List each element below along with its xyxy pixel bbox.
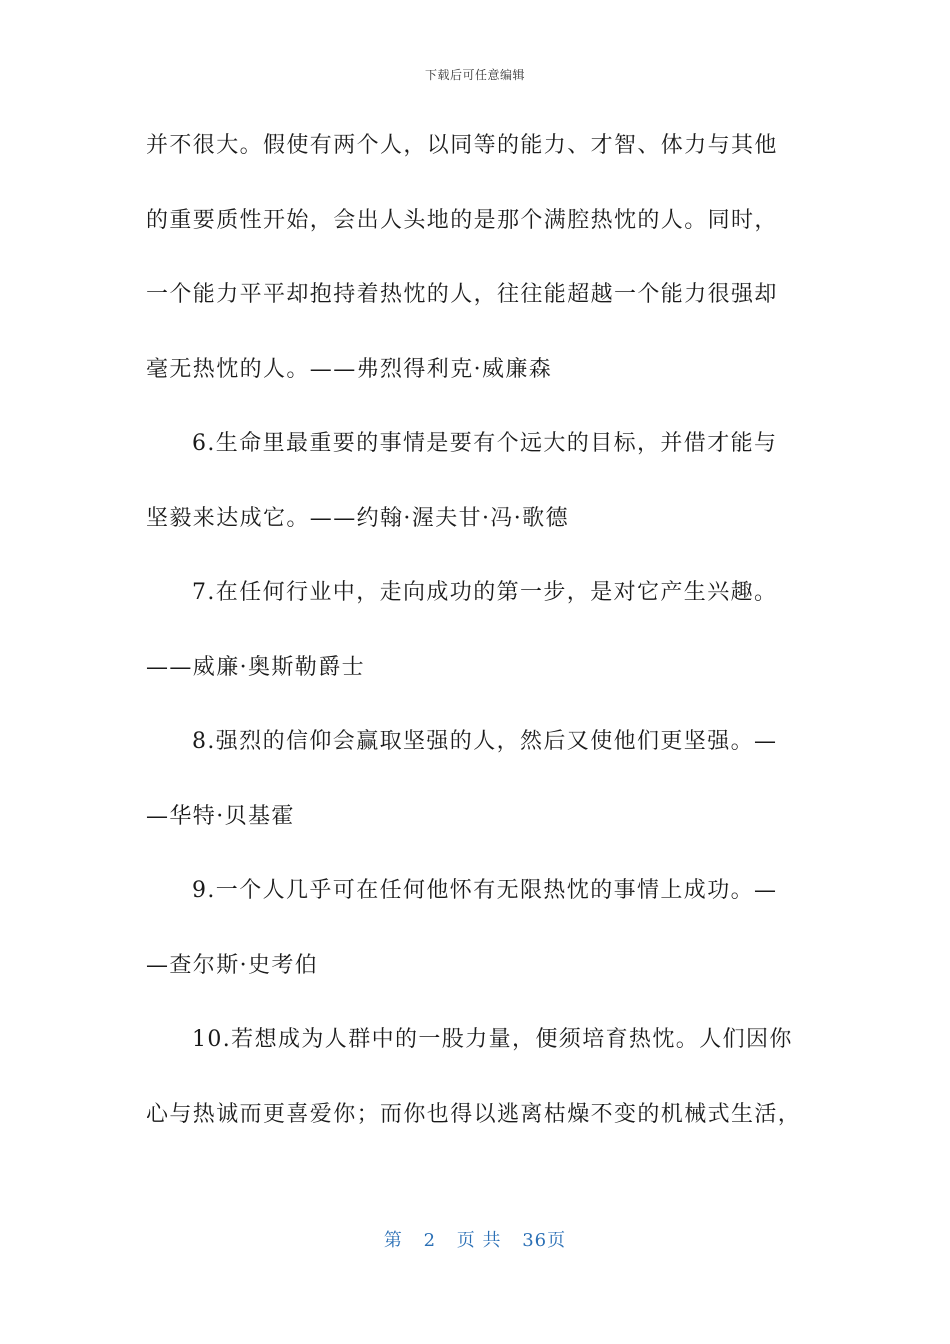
text-line: —查尔斯·史考伯 [146,952,319,978]
text-line: 的重要质性开始，会出人头地的是那个满腔热忱的人。同时， [146,207,778,233]
document-body [146,118,806,1161]
quote-item-8: 8.强烈的信仰会赢取坚强的人，然后又使他们更坚强。— [192,729,778,754]
quote-item-6: 6.生命里最重要的事情是要有个远大的目标，并借才能与 [192,431,778,456]
text-line: 一个能力平平却抱持着热忱的人，往往能超越一个能力很强却 [146,282,778,307]
page-header: 下载后可任意编辑 [424,68,525,82]
text-line: ——威廉·奥斯勒爵士 [146,654,365,680]
text-line: —华特·贝基霍 [146,803,295,829]
text-line: 毫无热忱的人。——弗烈得利克·威廉森 [146,356,553,382]
quote-item-9: 9.一个人几乎可在任何他怀有无限热忱的事情上成功。— [192,878,778,903]
total-page-count: 36 [522,1230,548,1251]
text-line: 心与热诚而更喜爱你；而你也得以逃离枯燥不变的机械式生活， [146,1101,802,1127]
quote-item-7: 7.在任何行业中，走向成功的第一步，是对它产生兴趣。 [192,580,778,605]
page-footer [0,1226,950,1252]
footer-prefix: 第 [383,1230,403,1251]
text-line: 坚毅来达成它。——约翰·渥夫甘·冯·歌德 [146,505,569,531]
footer-middle: 页 共 [456,1230,502,1251]
footer-suffix: 页 [547,1230,567,1251]
quote-item-10: 10.若想成为人群中的一股力量，便须培育热忱。人们因你 [192,1027,793,1052]
text-line: 并不很大。假使有两个人，以同等的能力、才智、体力与其他 [146,133,778,158]
current-page-number: 2 [423,1230,437,1251]
